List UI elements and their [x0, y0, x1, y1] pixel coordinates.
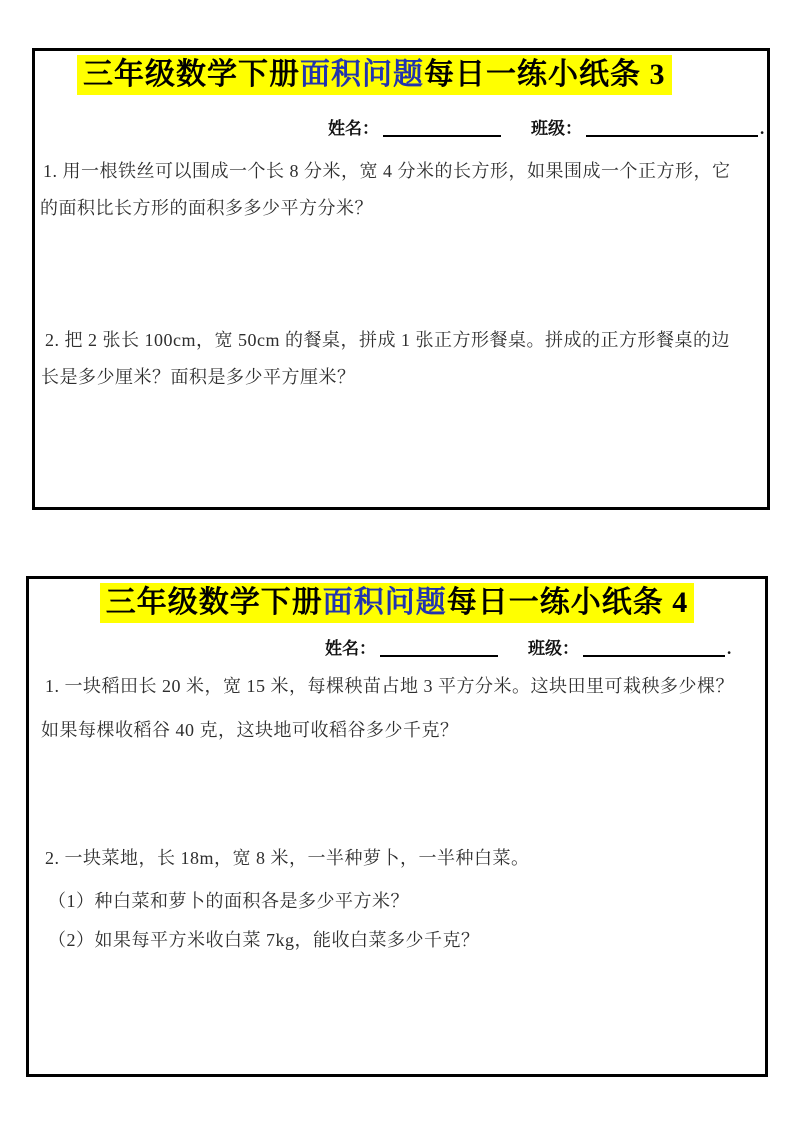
card-3-problem-2-line-1: 2. 把 2 张长 100cm，宽 50cm 的餐桌，拼成 1 张正方形餐桌。拼成的正方形餐桌的边 [45, 330, 730, 350]
name-label: 姓名： [328, 119, 379, 138]
line-end-period: . [760, 119, 765, 138]
class-label: 班级： [528, 639, 579, 658]
card-4-name-class-row [325, 634, 731, 659]
card-3-problem-1-line-2: 的面积比长方形的面积多多少平方分米？ [40, 198, 373, 218]
name-blank-line [383, 119, 501, 137]
card-3-title-prefix: 三年级数学下册 [83, 58, 300, 91]
card-4-title-highlight [100, 583, 695, 623]
line-end-period: . [727, 639, 732, 658]
card-3-problem-1-line-1: 1. 用一根铁丝可以围成一个长 8 分米，宽 4 分米的长方形，如果围成一个正方形，它 [43, 161, 731, 181]
class-blank-line [583, 639, 725, 657]
worksheet-card-3 [32, 48, 770, 510]
card-4-problem-2-subquestion-2: （2）如果每平方米收白菜 7kg，能收白菜多少千克？ [48, 930, 480, 950]
card-3-title-suffix: 每日一练小纸条 3 [424, 58, 666, 91]
card-4-problem-1-line-1: 1. 一块稻田长 20 米，宽 15 米，每棵秧苗占地 3 平方分米。这块田里可栽秧多少棵？ [45, 676, 734, 696]
card-3-title-row [35, 55, 767, 95]
name-blank-line [380, 639, 498, 657]
card-4-problem-2-subquestion-1: （1）种白菜和萝卜的面积各是多少平方米？ [48, 891, 409, 911]
card-3-name-class-row [328, 114, 764, 139]
card-4-problem-2-line-1: 2. 一块菜地，长 18m，宽 8 米，一半种萝卜，一半种白菜。 [45, 848, 530, 868]
class-label: 班级： [531, 119, 582, 138]
card-4-title-suffix: 每日一练小纸条 4 [446, 586, 689, 619]
class-blank-line [586, 119, 758, 137]
worksheet-card-4 [26, 576, 768, 1077]
card-4-title-keyword: 面积问题 [322, 586, 447, 619]
card-4-title-row [29, 583, 765, 623]
card-4-problem-1-line-2: 如果每棵收稻谷 40 克，这块地可收稻谷多少千克？ [41, 720, 459, 740]
card-4-title-prefix: 三年级数学下册 [105, 586, 323, 619]
card-3-title-highlight [77, 55, 672, 95]
card-3-problem-2-line-2: 长是多少厘米？面积是多少平方厘米？ [41, 367, 356, 387]
name-label: 姓名： [325, 639, 376, 658]
card-3-title-keyword: 面积问题 [300, 58, 424, 91]
